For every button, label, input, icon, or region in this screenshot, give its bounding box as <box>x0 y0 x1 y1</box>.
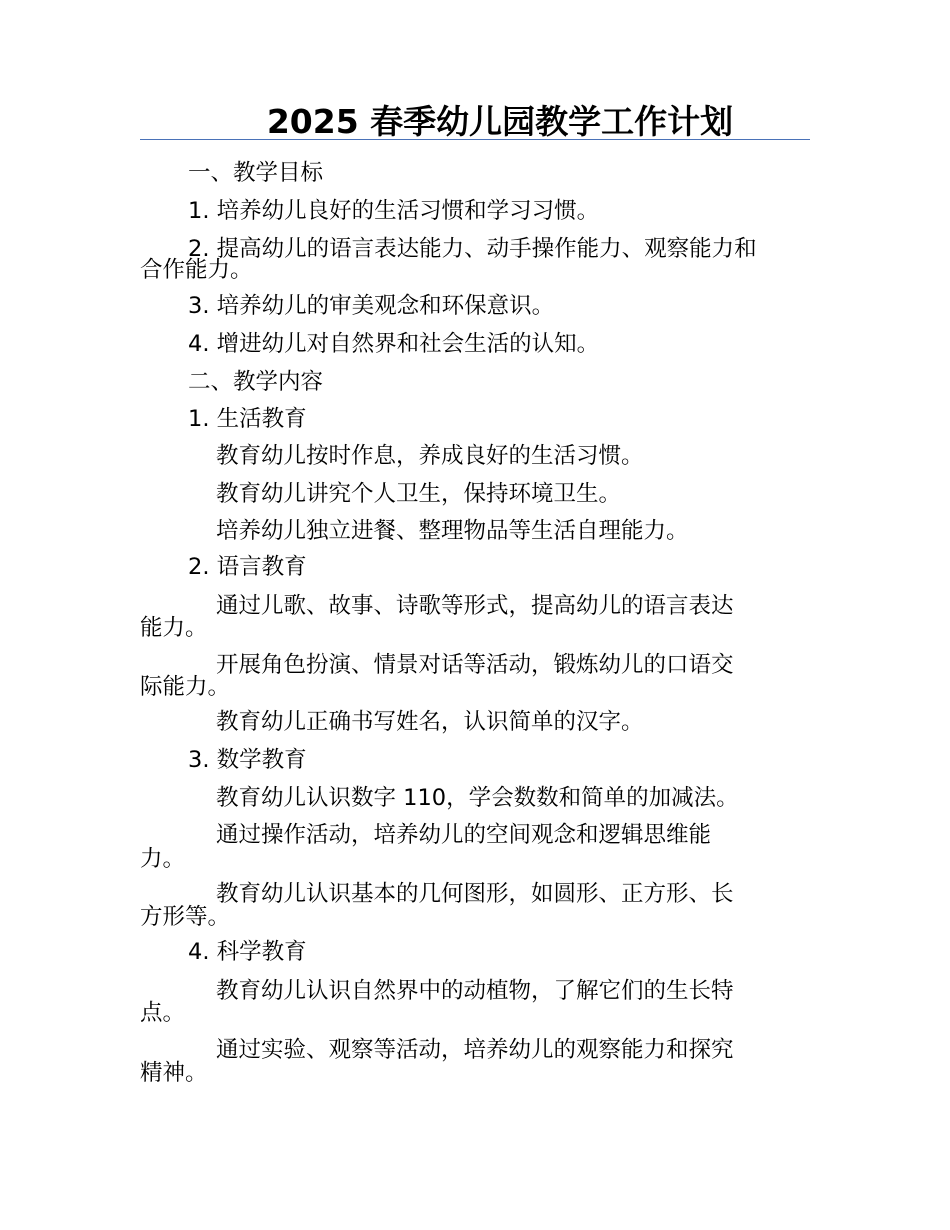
goal-item-3: 3. 培养幼儿的审美观念和环保意识。 <box>188 293 555 319</box>
math-line-2-cont: 力。 <box>140 846 186 872</box>
life-line-3: 培养幼儿独立进餐、整理物品等生活自理能力。 <box>216 518 689 544</box>
science-line-1: 教育幼儿认识自然界中的动植物，了解它们的生长特 <box>216 978 734 1004</box>
goal-item-4: 4. 增进幼儿对自然界和社会生活的认知。 <box>188 331 600 357</box>
section-heading-content: 二、教学内容 <box>188 369 324 395</box>
goal-item-1: 1. 培养幼儿良好的生活习惯和学习习惯。 <box>188 198 600 224</box>
goal-item-2: 2. 提高幼儿的语言表达能力、动手操作能力、观察能力和 <box>188 236 757 262</box>
subsection-title-life: 1. 生活教育 <box>188 406 307 432</box>
title-underline <box>140 139 810 140</box>
math-line-1: 教育幼儿认识数字 110，学会数数和简单的加减法。 <box>216 785 739 811</box>
subsection-title-language: 2. 语言教育 <box>188 554 307 580</box>
document-title: 2025 春季幼儿园教学工作计划 <box>266 102 734 141</box>
science-line-2-cont: 精神。 <box>140 1060 208 1086</box>
science-line-2: 通过实验、观察等活动，培养幼儿的观察能力和探究 <box>216 1037 734 1063</box>
language-line-1: 通过儿歌、故事、诗歌等形式，提高幼儿的语言表达 <box>216 593 734 619</box>
goal-item-2-cont: 合作能力。 <box>140 257 253 283</box>
math-line-3-cont: 方形等。 <box>140 904 231 930</box>
subsection-title-science: 4. 科学教育 <box>188 939 307 965</box>
life-line-2: 教育幼儿讲究个人卫生，保持环境卫生。 <box>216 481 622 507</box>
language-line-1-cont: 能力。 <box>140 615 208 641</box>
language-line-2-cont: 际能力。 <box>140 674 231 700</box>
math-line-3: 教育幼儿认识基本的几何图形，如圆形、正方形、长 <box>216 881 734 907</box>
life-line-1: 教育幼儿按时作息，养成良好的生活习惯。 <box>216 443 644 469</box>
language-line-2: 开展角色扮演、情景对话等活动，锻炼幼儿的口语交 <box>216 652 734 678</box>
section-heading-goals: 一、教学目标 <box>188 160 324 186</box>
subsection-title-math: 3. 数学教育 <box>188 747 307 773</box>
math-line-2: 通过操作活动，培养幼儿的空间观念和逻辑思维能 <box>216 822 712 848</box>
science-line-1-cont: 点。 <box>140 1000 186 1026</box>
language-line-3: 教育幼儿正确书写姓名，认识简单的汉字。 <box>216 709 644 735</box>
